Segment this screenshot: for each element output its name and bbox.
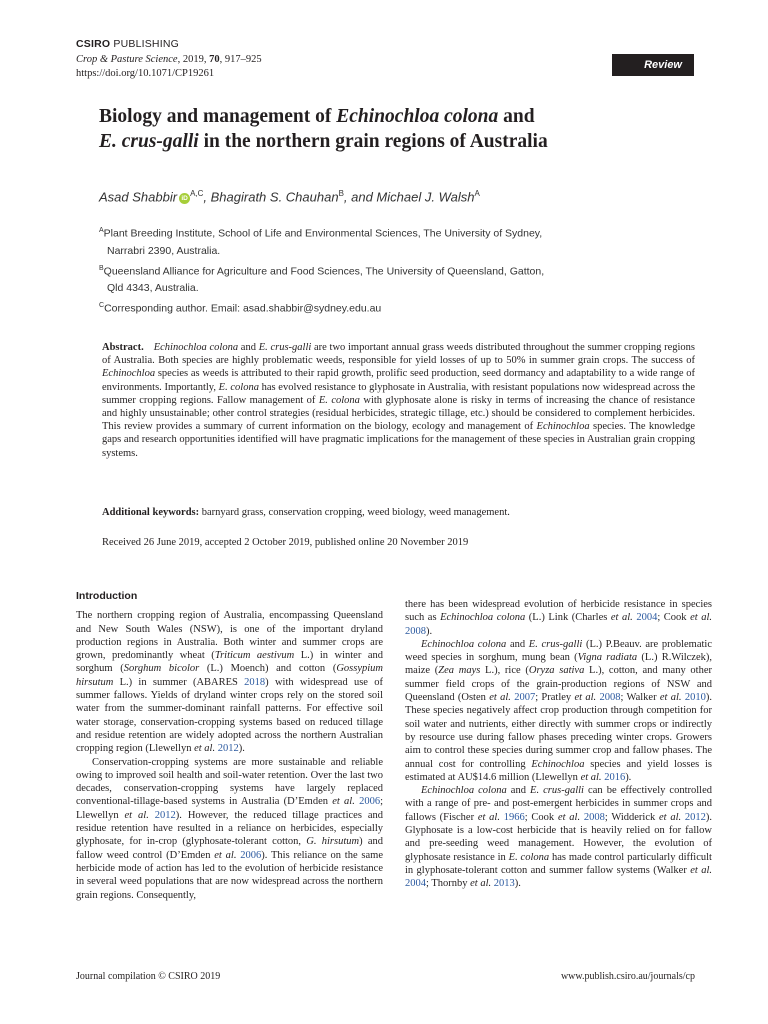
- abstract-text: Echinochloa: [536, 421, 590, 433]
- italic-term: et al.: [194, 743, 216, 755]
- affiliation-marker: B: [338, 189, 344, 198]
- received-dates: Received 26 June 2019, accepted 2 October 2019, published online 20 November 2019: [102, 537, 469, 548]
- orcid-icon[interactable]: iD: [179, 193, 190, 204]
- paragraph-text: The northern cropping region of Australia, encompassing Queensland and New South Wales (NSW), is one of the important dryland production regions in Australia. Both winter and summer crops are grown, predominantly wheat (: [76, 610, 383, 662]
- italic-term: Oryza sativa: [528, 665, 585, 677]
- paragraph-text: (L.) R.Wilczek), maize (: [405, 652, 713, 677]
- affiliation-text: Queensland Alliance for Agriculture and Food Sciences, The University of Queensland, Gatton,: [103, 265, 545, 277]
- paragraph-text: and: [506, 785, 531, 797]
- citation-link[interactable]: 2008: [405, 625, 426, 637]
- paragraph: [405, 638, 712, 784]
- paragraph: [76, 756, 383, 902]
- abstract-text: Echinochloa colona: [153, 342, 239, 353]
- italic-term: E. colona: [508, 851, 550, 863]
- section-heading: Introduction: [76, 590, 138, 602]
- publisher-rest: PUBLISHING: [110, 38, 179, 50]
- journal-year: , 2019,: [177, 54, 210, 65]
- title-part: and: [498, 106, 535, 127]
- title-part: Echinochloa colona: [336, 106, 499, 127]
- paragraph-text: ) and fallow weed control (D’Emden: [76, 836, 383, 861]
- abstract-text: E. crus-galli: [258, 342, 312, 353]
- footer-url[interactable]: www.publish.csiro.au/journals/cp: [560, 971, 695, 982]
- italic-term: et al.: [470, 878, 492, 890]
- journal-volume: 70: [209, 54, 220, 65]
- italic-term: et al.: [659, 692, 682, 704]
- paragraph-text: ). Glyphosate is a low-cost herbicide that is heavily relied on for fallow and pre-seeding weed management. However, the evolution of glyphosate resistance in: [405, 811, 713, 863]
- paragraph-text: ). These species negatively affect crop production through competition for soil water and nutrients, either directly with summer crops or indirectly by resource use during fallow phases preceding winter crops. Growers aim to control these species during summer crop and fallow phases. The annual cost for controlling: [405, 692, 712, 770]
- paragraph-text: ; Thornby: [426, 878, 471, 890]
- paragraph-text: ). However, the reduced tillage practices and residue retention have resulted in a reliance on herbicides, especially glyphosate, for in-crop (glyphosate-tolerant cotton,: [76, 809, 384, 848]
- paragraph-text: ).: [426, 625, 433, 637]
- italic-term: Zea mays: [438, 665, 481, 677]
- body-column-left: [76, 590, 383, 902]
- affiliation-a: [99, 222, 544, 243]
- paragraph-text: ).: [625, 771, 632, 783]
- paragraph-text: ) with widespread use of summer fallows. Yields of dryland winter crops rely on the stored soil water from the summer-dominant rainfall patterns. For effective soil water storage, conservation-cropping systems based on reduced tillage and residue retention are widely adopted across the northern Australian cropping region (Llewellyn: [76, 676, 383, 755]
- italic-term: et al.: [332, 796, 355, 808]
- publisher-name: [76, 38, 179, 50]
- affiliation-c: [99, 297, 544, 318]
- paragraph-text: (L.) P.Beauv. are problematic weed species in sorghum, mung bean (: [405, 638, 712, 664]
- title-part: Biology and management of: [99, 106, 337, 127]
- italic-term: Echinochloa: [531, 758, 585, 770]
- citation-link[interactable]: 2004: [405, 878, 426, 890]
- italic-term: Triticum aestivum: [214, 650, 295, 662]
- paragraph-text: ).: [514, 878, 521, 890]
- affiliation-text: Plant Breeding Institute, School of Life and Environmental Sciences, The University of Sydney,: [103, 227, 543, 240]
- paragraph-text: (L.) Moench) and cotton (: [199, 663, 337, 675]
- keywords: [102, 507, 510, 518]
- abstract-text: E. colona: [218, 381, 259, 393]
- italic-term: Echinochloa colona: [421, 638, 507, 650]
- abstract-text: species. The knowledge gaps and research opportunities identified will have pragmatic implications for the management of these species in Australian grain cropping systems.: [102, 421, 696, 459]
- abstract: [102, 341, 695, 460]
- doi-link[interactable]: https://doi.org/10.1071/CP19261: [76, 68, 215, 79]
- journal-citation: [76, 54, 262, 65]
- italic-term: E. crus-galli: [530, 785, 584, 797]
- affiliation-marker: B: [99, 264, 104, 272]
- citation-link[interactable]: 2016: [604, 771, 626, 783]
- paragraph-text: can be effectively controlled with a range of pre- and post-emergent herbicides in summer crops and fallows (Fischer: [405, 785, 713, 823]
- author-name[interactable]: Asad Shabbir: [99, 189, 178, 205]
- keywords-label: Additional keywords:: [102, 507, 200, 518]
- affiliation-marker: C: [99, 302, 105, 309]
- paragraph: [405, 598, 712, 638]
- italic-term: et al.: [489, 692, 511, 704]
- author-name[interactable]: , and Michael J. Walsh: [343, 189, 475, 205]
- body-column-right: [405, 598, 712, 891]
- paragraph-text: has made control particularly difficult in glyphosate-tolerant cotton and summer fallow systems (Walker: [405, 851, 712, 876]
- paragraph: [405, 784, 712, 890]
- italic-term: et al.: [610, 612, 633, 624]
- paragraph-text: ). This reliance on the same herbicide mode of action has led to the evolution of herbicide resistance in several weed populations that are now widespread across the northern grain regions. Consequently,: [76, 849, 384, 901]
- author-name[interactable]: , Bhagirath S. Chauhan: [203, 189, 339, 205]
- paragraph-text: ; Llewellyn: [76, 796, 383, 821]
- abstract-label: Abstract.: [102, 342, 144, 353]
- paragraph-text: species and yield losses is estimated at AU$14.6 million (Llewellyn: [405, 758, 712, 783]
- paragraph-text: L.) in winter and sorghum (: [76, 650, 383, 675]
- citation-link[interactable]: 2006: [240, 849, 262, 861]
- italic-term: Sorghum bicolor: [123, 663, 200, 675]
- keywords-text: barnyard grass, conservation cropping, weed biology, weed management.: [199, 507, 510, 518]
- italic-term: Echinochloa colona: [440, 612, 526, 624]
- affiliation-marker: A: [474, 189, 480, 198]
- paragraph-text: ; Widderick: [604, 811, 659, 823]
- abstract-text: E. colona: [318, 394, 360, 406]
- citation-link[interactable]: 1966: [503, 811, 525, 823]
- author-list: [99, 189, 480, 204]
- title-part: in the northern grain regions of Australia: [198, 131, 548, 152]
- paragraph-text: there has been widespread evolution of herbicide resistance in species such as: [405, 599, 712, 624]
- paragraph-text: L.) in summer (ABARES: [113, 676, 245, 688]
- journal-pages: , 917–925: [219, 54, 262, 65]
- paragraph-text: ; Cook: [657, 612, 691, 624]
- italic-term: et al.: [580, 771, 602, 783]
- italic-term: et al.: [214, 849, 237, 861]
- italic-term: Gossypium hirsutum: [76, 663, 383, 688]
- italic-term: et al.: [557, 811, 581, 823]
- italic-term: et al.: [690, 612, 713, 624]
- affiliation-marker: A: [99, 227, 104, 234]
- citation-link[interactable]: 2008: [599, 692, 621, 704]
- corresponding-author[interactable]: Corresponding author. Email: asad.shabbir@sydney.edu.au: [104, 302, 382, 315]
- citation-link[interactable]: 2010: [684, 692, 706, 704]
- italic-term: E. crus-galli: [528, 638, 583, 650]
- italic-term: et al.: [659, 811, 682, 823]
- abstract-text: and: [238, 342, 259, 353]
- italic-term: Echinochloa colona: [421, 785, 507, 797]
- footer-copyright: Journal compilation © CSIRO 2019: [76, 971, 221, 982]
- affiliations: [99, 222, 544, 318]
- abstract-text: Echinochloa: [102, 368, 156, 380]
- citation-link[interactable]: 2012: [217, 743, 239, 755]
- article-type-badge: Review: [612, 54, 694, 76]
- abstract-text: with glyphosate alone is risky in terms of increasing the chance of resistance and highly unsustainable; other control strategies (residual herbicides, strategic tillage, etc.) should be considered to complement herbicides. This review provides a summary of current information on the biology, ecology and management of: [102, 394, 696, 433]
- affiliation-marker: A,C: [190, 189, 204, 198]
- abstract-text: are two important annual grass weeds distributed throughout the summer cropping regions of Australia. Both species are highly problematic weeds, responsible for yield losses of up to 50% in summer grain crops. The success of: [102, 342, 695, 367]
- italic-term: et al.: [477, 811, 500, 823]
- citation-link[interactable]: 2007: [514, 692, 536, 704]
- citation-link[interactable]: 2012: [154, 809, 176, 821]
- citation-link[interactable]: 2018: [244, 676, 266, 688]
- paragraph-text: L.), cotton, and many other summer field crops of the grain-production regions of NSW and Queensland (Osten: [405, 665, 712, 704]
- paragraph-text: (L.) Link (Charles: [525, 612, 611, 624]
- italic-term: et al.: [574, 692, 597, 704]
- paragraph-text: ; Pratley: [535, 692, 575, 704]
- paragraph-text: ; Cook: [524, 811, 558, 823]
- journal-name: Crop & Pasture Science: [76, 54, 178, 65]
- italic-term: et al.: [124, 809, 149, 821]
- italic-term: G. hirsutum: [306, 836, 360, 848]
- title-part: E. crus-galli: [99, 131, 199, 152]
- publisher-bold: CSIRO: [76, 38, 111, 50]
- paragraph-text: L.), rice (: [480, 665, 529, 677]
- paragraph: [76, 609, 383, 755]
- citation-link[interactable]: 2008: [583, 811, 605, 823]
- paragraph-text: Conservation-cropping systems are more sustainable and reliable owing to improved soil health and soil-water retention. Over the last two decades, conservation-cropping systems have largely replaced conventional-tillage-based systems in Australia (D’Emden: [76, 756, 383, 808]
- citation-link[interactable]: 2012: [684, 811, 706, 823]
- article-title: [99, 104, 659, 154]
- abstract-text: species as weeds is attributed to their rapid growth, prolific seed production, seed dormancy and adaptability to a wide range of environments. Importantly,: [102, 368, 695, 393]
- paragraph-text: and: [506, 638, 529, 650]
- citation-link[interactable]: 2013: [493, 878, 515, 890]
- affiliation-b-cont: Qld 4343, Australia.: [107, 282, 199, 294]
- affiliation-b: [99, 260, 544, 281]
- citation-link[interactable]: 2004: [636, 612, 658, 624]
- italic-term: et al.: [690, 864, 712, 876]
- abstract-text: has evolved resistance to glyphosate in Australia, with resistant populations now widespread across the summer cropping regions. Fallow management of: [102, 381, 695, 406]
- italic-term: Vigna radiata: [577, 652, 638, 664]
- affiliation-a-cont: Narrabri 2390, Australia.: [107, 244, 221, 257]
- paragraph-text: ; Walker: [620, 692, 660, 704]
- citation-link[interactable]: 2006: [359, 796, 381, 808]
- paragraph-text: ).: [238, 743, 245, 755]
